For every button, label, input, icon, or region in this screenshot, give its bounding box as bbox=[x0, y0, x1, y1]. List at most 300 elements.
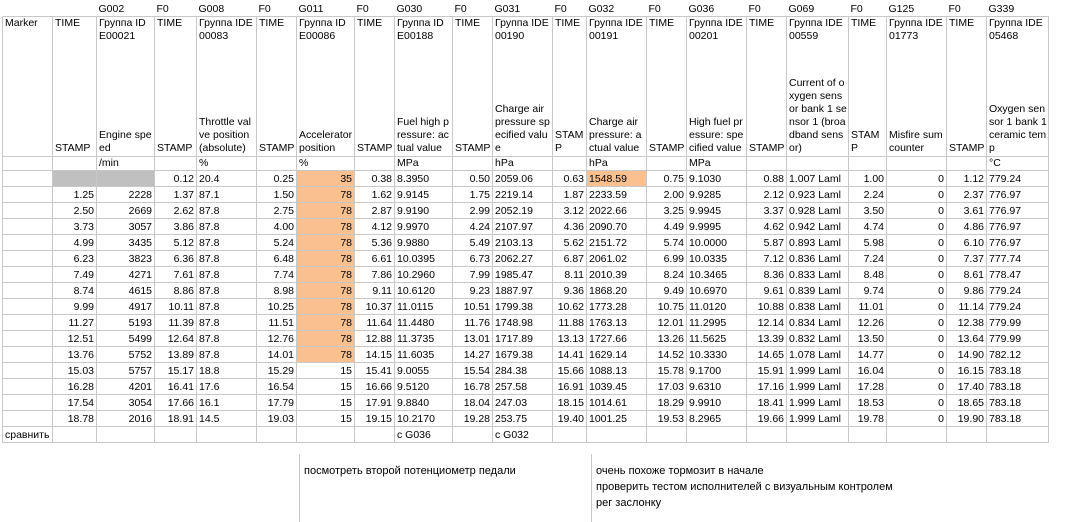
data-cell[interactable]: 17.03 bbox=[647, 378, 687, 394]
data-cell[interactable]: 8.48 bbox=[849, 266, 887, 282]
data-cell[interactable]: 9.1030 bbox=[687, 170, 747, 186]
footer-cell[interactable] bbox=[987, 426, 1049, 442]
data-cell[interactable]: 284.38 bbox=[493, 362, 553, 378]
data-cell[interactable]: 4.86 bbox=[947, 218, 987, 234]
column-header[interactable] bbox=[687, 16, 747, 156]
data-cell[interactable]: 9.11 bbox=[355, 282, 395, 298]
data-cell[interactable]: 8.74 bbox=[53, 282, 97, 298]
data-cell[interactable]: 16.28 bbox=[53, 378, 97, 394]
data-cell[interactable]: 0.38 bbox=[355, 170, 395, 186]
data-cell[interactable]: 779.24 bbox=[987, 282, 1049, 298]
data-cell[interactable]: 2061.02 bbox=[587, 250, 647, 266]
data-cell[interactable]: 1.37 bbox=[155, 186, 197, 202]
data-cell[interactable]: 0 bbox=[887, 170, 947, 186]
unit-cell[interactable]: hPa bbox=[587, 156, 647, 170]
data-cell[interactable]: 12.51 bbox=[53, 330, 97, 346]
data-cell[interactable]: 1014.61 bbox=[587, 394, 647, 410]
footer-cell[interactable] bbox=[197, 426, 257, 442]
column-header[interactable] bbox=[53, 16, 97, 156]
data-cell[interactable]: 1039.45 bbox=[587, 378, 647, 394]
data-cell[interactable]: 0 bbox=[887, 202, 947, 218]
data-cell[interactable]: 12.26 bbox=[849, 314, 887, 330]
data-cell[interactable]: 0.50 bbox=[453, 170, 493, 186]
data-cell[interactable]: 7.24 bbox=[849, 250, 887, 266]
data-cell[interactable]: 783.18 bbox=[987, 410, 1049, 426]
data-cell[interactable]: 20.4 bbox=[197, 170, 257, 186]
data-cell[interactable]: 777.74 bbox=[987, 250, 1049, 266]
data-cell[interactable]: 2022.66 bbox=[587, 202, 647, 218]
data-cell[interactable]: 6.23 bbox=[53, 250, 97, 266]
data-cell[interactable] bbox=[3, 410, 53, 426]
data-cell[interactable]: 10.75 bbox=[647, 298, 687, 314]
data-cell[interactable]: 1.078 Laml bbox=[787, 346, 849, 362]
data-cell[interactable]: 17.6 bbox=[197, 378, 257, 394]
data-cell[interactable]: 0.839 Laml bbox=[787, 282, 849, 298]
data-cell[interactable]: 3.37 bbox=[747, 202, 787, 218]
data-cell[interactable]: 13.39 bbox=[747, 330, 787, 346]
data-cell[interactable] bbox=[53, 170, 97, 186]
column-header[interactable] bbox=[395, 16, 453, 156]
data-cell[interactable]: 13.13 bbox=[553, 330, 587, 346]
data-cell[interactable]: 3057 bbox=[97, 218, 155, 234]
unit-cell[interactable]: % bbox=[297, 156, 355, 170]
column-header[interactable] bbox=[647, 16, 687, 156]
data-cell[interactable]: 0 bbox=[887, 266, 947, 282]
unit-cell[interactable]: MPa bbox=[395, 156, 453, 170]
data-cell[interactable]: 778.47 bbox=[987, 266, 1049, 282]
data-cell[interactable]: 11.5625 bbox=[687, 330, 747, 346]
data-cell[interactable]: 2090.70 bbox=[587, 218, 647, 234]
footer-cell[interactable] bbox=[53, 426, 97, 442]
data-cell[interactable]: 10.2960 bbox=[395, 266, 453, 282]
data-cell[interactable]: 9.86 bbox=[947, 282, 987, 298]
data-cell[interactable]: 15.78 bbox=[647, 362, 687, 378]
data-cell[interactable]: 2233.59 bbox=[587, 186, 647, 202]
data-cell[interactable]: 8.36 bbox=[747, 266, 787, 282]
data-cell[interactable]: 5193 bbox=[97, 314, 155, 330]
footer-cell[interactable]: с G036 bbox=[395, 426, 453, 442]
data-cell[interactable] bbox=[3, 346, 53, 362]
data-cell[interactable]: 4.24 bbox=[453, 218, 493, 234]
data-cell[interactable]: 779.99 bbox=[987, 314, 1049, 330]
data-cell[interactable]: 9.36 bbox=[553, 282, 587, 298]
data-cell[interactable]: 78 bbox=[297, 298, 355, 314]
data-cell[interactable]: 9.23 bbox=[453, 282, 493, 298]
data-cell[interactable]: 11.6035 bbox=[395, 346, 453, 362]
data-cell[interactable]: 11.88 bbox=[553, 314, 587, 330]
data-cell[interactable]: 2.75 bbox=[257, 202, 297, 218]
data-cell[interactable]: 15.66 bbox=[553, 362, 587, 378]
data-cell[interactable]: 87.8 bbox=[197, 282, 257, 298]
data-cell[interactable]: 15 bbox=[297, 394, 355, 410]
data-cell[interactable]: 11.76 bbox=[453, 314, 493, 330]
data-cell[interactable]: 11.14 bbox=[947, 298, 987, 314]
data-cell[interactable]: 6.99 bbox=[647, 250, 687, 266]
data-cell[interactable]: 11.3735 bbox=[395, 330, 453, 346]
data-cell[interactable]: 2.37 bbox=[947, 186, 987, 202]
data-cell[interactable]: 78 bbox=[297, 186, 355, 202]
data-cell[interactable]: 8.2965 bbox=[687, 410, 747, 426]
data-cell[interactable]: 10.3465 bbox=[687, 266, 747, 282]
data-cell[interactable]: 8.86 bbox=[155, 282, 197, 298]
data-cell[interactable]: 17.40 bbox=[947, 378, 987, 394]
data-cell[interactable]: 10.62 bbox=[553, 298, 587, 314]
data-cell[interactable]: 6.36 bbox=[155, 250, 197, 266]
data-cell[interactable]: 5.74 bbox=[647, 234, 687, 250]
data-cell[interactable]: 3.12 bbox=[553, 202, 587, 218]
data-cell[interactable]: 11.4480 bbox=[395, 314, 453, 330]
unit-cell[interactable] bbox=[257, 156, 297, 170]
data-cell[interactable]: 3.73 bbox=[53, 218, 97, 234]
data-cell[interactable] bbox=[3, 250, 53, 266]
data-cell[interactable]: 17.16 bbox=[747, 378, 787, 394]
data-cell[interactable]: 3054 bbox=[97, 394, 155, 410]
data-cell[interactable]: 13.76 bbox=[53, 346, 97, 362]
data-cell[interactable]: 13.64 bbox=[947, 330, 987, 346]
data-cell[interactable]: 8.11 bbox=[553, 266, 587, 282]
data-cell[interactable]: 10.0335 bbox=[687, 250, 747, 266]
data-cell[interactable]: 11.2995 bbox=[687, 314, 747, 330]
data-cell[interactable]: 11.51 bbox=[257, 314, 297, 330]
data-cell[interactable]: 1.007 Laml bbox=[787, 170, 849, 186]
data-cell[interactable]: 2669 bbox=[97, 202, 155, 218]
data-cell[interactable]: 78 bbox=[297, 266, 355, 282]
data-cell[interactable]: 87.8 bbox=[197, 202, 257, 218]
data-cell[interactable]: 14.5 bbox=[197, 410, 257, 426]
data-cell[interactable]: 17.28 bbox=[849, 378, 887, 394]
data-cell[interactable]: 16.78 bbox=[453, 378, 493, 394]
data-cell[interactable]: 5.36 bbox=[355, 234, 395, 250]
data-cell[interactable]: 6.61 bbox=[355, 250, 395, 266]
data-cell[interactable]: 1.50 bbox=[257, 186, 297, 202]
data-cell[interactable]: 11.64 bbox=[355, 314, 395, 330]
data-cell[interactable]: 9.9285 bbox=[687, 186, 747, 202]
data-cell[interactable]: 9.99 bbox=[53, 298, 97, 314]
data-cell[interactable]: 1.00 bbox=[849, 170, 887, 186]
data-cell[interactable]: 1.25 bbox=[53, 186, 97, 202]
data-cell[interactable]: 4.62 bbox=[747, 218, 787, 234]
column-header[interactable] bbox=[297, 16, 355, 156]
data-cell[interactable]: 12.64 bbox=[155, 330, 197, 346]
data-cell[interactable]: 4271 bbox=[97, 266, 155, 282]
data-cell[interactable] bbox=[3, 298, 53, 314]
unit-cell[interactable] bbox=[3, 156, 53, 170]
data-cell[interactable]: 8.98 bbox=[257, 282, 297, 298]
column-header[interactable] bbox=[257, 16, 297, 156]
data-cell[interactable]: 0.63 bbox=[553, 170, 587, 186]
column-header[interactable] bbox=[197, 16, 257, 156]
data-cell[interactable]: 779.24 bbox=[987, 170, 1049, 186]
data-cell[interactable]: 12.76 bbox=[257, 330, 297, 346]
data-cell[interactable]: 9.9970 bbox=[395, 218, 453, 234]
data-cell[interactable]: 10.0395 bbox=[395, 250, 453, 266]
data-cell[interactable]: 0.832 Laml bbox=[787, 330, 849, 346]
data-cell[interactable]: 6.73 bbox=[453, 250, 493, 266]
data-cell[interactable]: 78 bbox=[297, 250, 355, 266]
footer-cell[interactable] bbox=[453, 426, 493, 442]
data-cell[interactable]: 6.48 bbox=[257, 250, 297, 266]
data-cell[interactable]: 5.62 bbox=[553, 234, 587, 250]
footer-cell[interactable] bbox=[747, 426, 787, 442]
data-cell[interactable]: 1868.20 bbox=[587, 282, 647, 298]
data-cell[interactable]: 0.838 Laml bbox=[787, 298, 849, 314]
data-cell[interactable]: 78 bbox=[297, 314, 355, 330]
column-header[interactable] bbox=[787, 16, 849, 156]
data-cell[interactable]: 0.25 bbox=[257, 170, 297, 186]
data-cell[interactable]: 2.99 bbox=[453, 202, 493, 218]
data-cell[interactable]: 776.97 bbox=[987, 218, 1049, 234]
data-cell[interactable]: 5.12 bbox=[155, 234, 197, 250]
data-cell[interactable]: 5499 bbox=[97, 330, 155, 346]
data-cell[interactable]: 2.62 bbox=[155, 202, 197, 218]
data-cell[interactable]: 9.74 bbox=[849, 282, 887, 298]
unit-cell[interactable] bbox=[53, 156, 97, 170]
data-cell[interactable]: 1629.14 bbox=[587, 346, 647, 362]
unit-cell[interactable] bbox=[887, 156, 947, 170]
data-cell[interactable] bbox=[3, 394, 53, 410]
data-cell[interactable]: 14.41 bbox=[553, 346, 587, 362]
data-cell[interactable]: 16.41 bbox=[155, 378, 197, 394]
data-cell[interactable]: 7.61 bbox=[155, 266, 197, 282]
unit-cell[interactable]: % bbox=[197, 156, 257, 170]
data-cell[interactable]: 776.97 bbox=[987, 186, 1049, 202]
data-cell[interactable]: 2059.06 bbox=[493, 170, 553, 186]
data-cell[interactable] bbox=[3, 282, 53, 298]
data-cell[interactable]: 9.9145 bbox=[395, 186, 453, 202]
data-cell[interactable]: 1887.97 bbox=[493, 282, 553, 298]
data-cell[interactable]: 782.12 bbox=[987, 346, 1049, 362]
unit-cell[interactable]: °C bbox=[987, 156, 1049, 170]
data-cell[interactable]: 4615 bbox=[97, 282, 155, 298]
data-cell[interactable]: 0 bbox=[887, 282, 947, 298]
data-cell[interactable]: 0 bbox=[887, 346, 947, 362]
data-cell[interactable]: 0 bbox=[887, 378, 947, 394]
column-header[interactable] bbox=[747, 16, 787, 156]
data-cell[interactable]: 14.27 bbox=[453, 346, 493, 362]
data-cell[interactable]: 19.78 bbox=[849, 410, 887, 426]
footer-cell[interactable] bbox=[97, 426, 155, 442]
data-cell[interactable]: 8.61 bbox=[947, 266, 987, 282]
data-cell[interactable] bbox=[97, 170, 155, 186]
column-header[interactable] bbox=[947, 16, 987, 156]
data-cell[interactable]: 14.65 bbox=[747, 346, 787, 362]
data-cell[interactable]: 2062.27 bbox=[493, 250, 553, 266]
data-cell[interactable]: 0.834 Laml bbox=[787, 314, 849, 330]
data-cell[interactable]: 7.74 bbox=[257, 266, 297, 282]
footer-cell[interactable] bbox=[687, 426, 747, 442]
data-cell[interactable]: 0 bbox=[887, 298, 947, 314]
data-cell[interactable]: 17.79 bbox=[257, 394, 297, 410]
data-cell[interactable]: 247.03 bbox=[493, 394, 553, 410]
data-cell[interactable]: 8.3950 bbox=[395, 170, 453, 186]
unit-cell[interactable]: hPa bbox=[493, 156, 553, 170]
data-cell[interactable] bbox=[3, 234, 53, 250]
data-cell[interactable]: 1.62 bbox=[355, 186, 395, 202]
data-cell[interactable]: 776.97 bbox=[987, 202, 1049, 218]
data-cell[interactable]: 1985.47 bbox=[493, 266, 553, 282]
data-cell[interactable]: 2.00 bbox=[647, 186, 687, 202]
data-cell[interactable]: 2.50 bbox=[53, 202, 97, 218]
data-cell[interactable]: 1679.38 bbox=[493, 346, 553, 362]
data-cell[interactable]: 2103.13 bbox=[493, 234, 553, 250]
data-cell[interactable]: 18.04 bbox=[453, 394, 493, 410]
data-cell[interactable]: 11.01 bbox=[849, 298, 887, 314]
column-header[interactable] bbox=[987, 16, 1049, 156]
data-cell[interactable]: 10.6970 bbox=[687, 282, 747, 298]
data-cell[interactable]: 5752 bbox=[97, 346, 155, 362]
data-cell[interactable]: 253.75 bbox=[493, 410, 553, 426]
footer-cell[interactable] bbox=[257, 426, 297, 442]
data-cell[interactable]: 1.999 Laml bbox=[787, 410, 849, 426]
data-cell[interactable]: 10.88 bbox=[747, 298, 787, 314]
data-cell[interactable]: 10.3330 bbox=[687, 346, 747, 362]
unit-cell[interactable]: MPa bbox=[687, 156, 747, 170]
data-cell[interactable]: 19.15 bbox=[355, 410, 395, 426]
data-cell[interactable]: 10.11 bbox=[155, 298, 197, 314]
data-cell[interactable]: 0.928 Laml bbox=[787, 202, 849, 218]
data-cell[interactable] bbox=[3, 186, 53, 202]
data-cell[interactable] bbox=[3, 202, 53, 218]
footer-cell[interactable] bbox=[155, 426, 197, 442]
data-cell[interactable]: 19.53 bbox=[647, 410, 687, 426]
footer-cell[interactable] bbox=[787, 426, 849, 442]
data-cell[interactable]: 19.66 bbox=[747, 410, 787, 426]
data-cell[interactable]: 10.51 bbox=[453, 298, 493, 314]
data-cell[interactable]: 783.18 bbox=[987, 378, 1049, 394]
data-cell[interactable]: 10.6120 bbox=[395, 282, 453, 298]
data-cell[interactable]: 7.12 bbox=[747, 250, 787, 266]
unit-cell[interactable] bbox=[849, 156, 887, 170]
data-cell[interactable]: 0 bbox=[887, 250, 947, 266]
column-header[interactable] bbox=[849, 16, 887, 156]
data-cell[interactable]: 16.66 bbox=[355, 378, 395, 394]
data-cell[interactable]: 2228 bbox=[97, 186, 155, 202]
data-cell[interactable]: 14.52 bbox=[647, 346, 687, 362]
data-cell[interactable]: 13.01 bbox=[453, 330, 493, 346]
data-cell[interactable]: 2107.97 bbox=[493, 218, 553, 234]
data-cell[interactable]: 11.39 bbox=[155, 314, 197, 330]
data-cell[interactable]: 9.0055 bbox=[395, 362, 453, 378]
data-cell[interactable]: 13.50 bbox=[849, 330, 887, 346]
data-cell[interactable]: 0.836 Laml bbox=[787, 250, 849, 266]
data-cell[interactable]: 87.8 bbox=[197, 298, 257, 314]
data-cell[interactable]: 15.41 bbox=[355, 362, 395, 378]
data-cell[interactable]: 11.0115 bbox=[395, 298, 453, 314]
data-cell[interactable]: 1727.66 bbox=[587, 330, 647, 346]
data-cell[interactable]: 12.88 bbox=[355, 330, 395, 346]
data-cell[interactable]: 1001.25 bbox=[587, 410, 647, 426]
unit-cell[interactable] bbox=[355, 156, 395, 170]
data-cell[interactable]: 1.87 bbox=[553, 186, 587, 202]
data-cell[interactable]: 1088.13 bbox=[587, 362, 647, 378]
data-cell[interactable]: 4.12 bbox=[355, 218, 395, 234]
data-cell[interactable]: 4.36 bbox=[553, 218, 587, 234]
data-cell[interactable]: 19.90 bbox=[947, 410, 987, 426]
data-cell[interactable]: 14.90 bbox=[947, 346, 987, 362]
data-cell[interactable]: 19.03 bbox=[257, 410, 297, 426]
data-cell[interactable]: 0 bbox=[887, 218, 947, 234]
data-cell[interactable]: 15.54 bbox=[453, 362, 493, 378]
data-cell[interactable]: 0 bbox=[887, 186, 947, 202]
data-cell[interactable]: 18.65 bbox=[947, 394, 987, 410]
data-cell[interactable]: 8.24 bbox=[647, 266, 687, 282]
data-cell[interactable]: 35 bbox=[297, 170, 355, 186]
data-cell[interactable]: 2052.19 bbox=[493, 202, 553, 218]
column-header[interactable] bbox=[97, 16, 155, 156]
data-cell[interactable]: 9.5120 bbox=[395, 378, 453, 394]
data-cell[interactable]: 87.1 bbox=[197, 186, 257, 202]
data-cell[interactable]: 11.0120 bbox=[687, 298, 747, 314]
data-cell[interactable]: 3.61 bbox=[947, 202, 987, 218]
data-cell[interactable]: 15.91 bbox=[747, 362, 787, 378]
data-cell[interactable]: 0 bbox=[887, 234, 947, 250]
data-cell[interactable]: 16.15 bbox=[947, 362, 987, 378]
data-cell[interactable]: 9.9190 bbox=[395, 202, 453, 218]
data-cell[interactable] bbox=[3, 314, 53, 330]
data-cell[interactable]: 9.9945 bbox=[687, 202, 747, 218]
data-cell[interactable] bbox=[3, 330, 53, 346]
data-cell[interactable]: 1799.38 bbox=[493, 298, 553, 314]
data-cell[interactable]: 1748.98 bbox=[493, 314, 553, 330]
data-cell[interactable]: 9.8840 bbox=[395, 394, 453, 410]
data-cell[interactable]: 78 bbox=[297, 346, 355, 362]
data-cell[interactable] bbox=[3, 218, 53, 234]
data-cell[interactable]: 15 bbox=[297, 378, 355, 394]
data-cell[interactable]: 1.12 bbox=[947, 170, 987, 186]
data-cell[interactable]: 7.37 bbox=[947, 250, 987, 266]
unit-cell[interactable] bbox=[787, 156, 849, 170]
data-cell[interactable]: 2.12 bbox=[747, 186, 787, 202]
data-cell[interactable]: 0 bbox=[887, 362, 947, 378]
unit-cell[interactable] bbox=[647, 156, 687, 170]
data-cell[interactable]: 17.91 bbox=[355, 394, 395, 410]
data-cell[interactable]: 783.18 bbox=[987, 362, 1049, 378]
data-cell[interactable]: 0.893 Laml bbox=[787, 234, 849, 250]
column-header[interactable] bbox=[493, 16, 553, 156]
data-cell[interactable]: 783.18 bbox=[987, 394, 1049, 410]
data-cell[interactable]: 12.38 bbox=[947, 314, 987, 330]
data-cell[interactable]: 19.28 bbox=[453, 410, 493, 426]
data-cell[interactable]: 11.27 bbox=[53, 314, 97, 330]
unit-cell[interactable] bbox=[155, 156, 197, 170]
data-cell[interactable]: 18.41 bbox=[747, 394, 787, 410]
data-cell[interactable]: 87.8 bbox=[197, 234, 257, 250]
data-cell[interactable]: 9.6310 bbox=[687, 378, 747, 394]
data-cell[interactable]: 0.88 bbox=[747, 170, 787, 186]
unit-cell[interactable] bbox=[453, 156, 493, 170]
data-cell[interactable]: 0 bbox=[887, 410, 947, 426]
column-header[interactable] bbox=[587, 16, 647, 156]
column-header[interactable] bbox=[3, 16, 53, 156]
data-cell[interactable]: 4201 bbox=[97, 378, 155, 394]
data-cell[interactable]: 0 bbox=[887, 314, 947, 330]
footer-cell[interactable] bbox=[553, 426, 587, 442]
data-cell[interactable]: 16.04 bbox=[849, 362, 887, 378]
data-cell[interactable]: 15.29 bbox=[257, 362, 297, 378]
data-cell[interactable] bbox=[3, 362, 53, 378]
data-cell[interactable]: 10.37 bbox=[355, 298, 395, 314]
data-cell[interactable]: 18.53 bbox=[849, 394, 887, 410]
data-cell[interactable]: 1.999 Laml bbox=[787, 362, 849, 378]
data-cell[interactable]: 15 bbox=[297, 362, 355, 378]
data-cell[interactable]: 1.75 bbox=[453, 186, 493, 202]
data-cell[interactable]: 87.8 bbox=[197, 314, 257, 330]
data-cell[interactable]: 776.97 bbox=[987, 234, 1049, 250]
data-cell[interactable]: 9.9880 bbox=[395, 234, 453, 250]
data-cell[interactable]: 3435 bbox=[97, 234, 155, 250]
data-cell[interactable]: 0.942 Laml bbox=[787, 218, 849, 234]
data-cell[interactable]: 7.99 bbox=[453, 266, 493, 282]
